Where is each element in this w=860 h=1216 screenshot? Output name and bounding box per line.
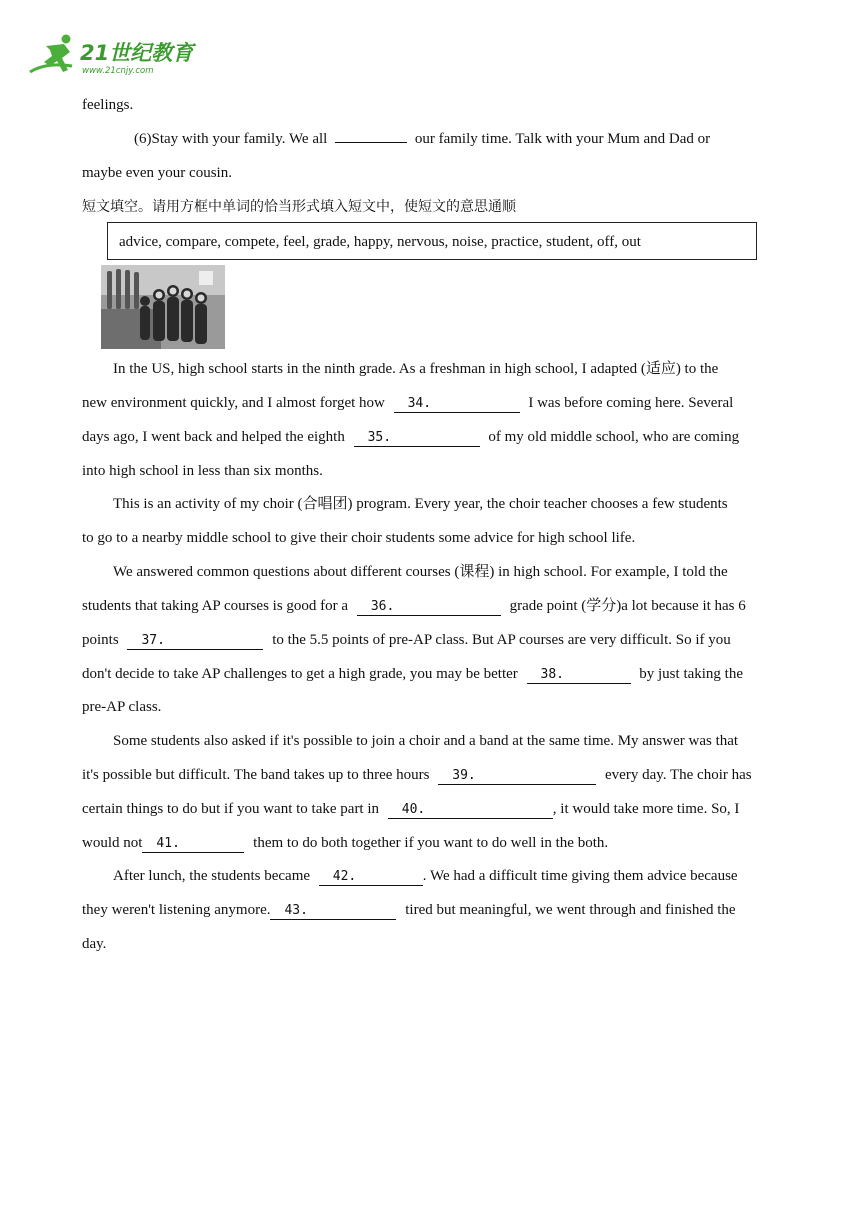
blank-34[interactable]: 34. <box>394 395 520 413</box>
logo-21cnjy <box>26 32 196 78</box>
prev-line-2: (6)Stay with your family. We all our family time. Talk with your Mum and Dad or <box>134 131 711 147</box>
p1-line-3: days ago, I went back and helped the eighth 35. of my old middle school, who are coming <box>82 429 740 445</box>
blank-42[interactable]: 42. <box>319 868 423 886</box>
p4-line-2: it's possible but difficult. The band takes up to three hours 39. every day. The choir has <box>82 767 752 783</box>
p1-line-1: In the US, high school starts in the ninth grade. As a freshman in high school, I adapted (适应) to the <box>113 361 719 377</box>
p3-line-4: don't decide to take AP challenges to get a high grade, you may be better 38. by just taking the <box>82 666 744 682</box>
prev-line-1: feelings. <box>82 97 134 113</box>
instruction: 短文填空。请用方框中单词的恰当形式填入短文中，使短文的意思通顺 <box>82 199 516 215</box>
blank-35[interactable]: 35. <box>354 429 480 447</box>
p3-line-2: students that taking AP courses is good for a 36. grade point (学分)a lot because it has 6 <box>82 598 746 614</box>
blank-38[interactable]: 38. <box>527 666 631 684</box>
prev-line-3: maybe even your cousin. <box>82 165 232 181</box>
p4-line-3: certain things to do but if you want to take part in 40. , it would take more time. So, I <box>82 801 740 817</box>
p5-line-1: After lunch, the students became 42. . We had a difficult time giving them advice because <box>113 868 738 884</box>
blank-40[interactable]: 40. <box>388 801 553 819</box>
logo-url: www.21cnjy.com <box>82 66 154 76</box>
blank-39[interactable]: 39. <box>438 767 596 785</box>
p5-line-2: they weren't listening anymore. 43. tired but meaningful, we went through and finished the <box>82 902 736 918</box>
p2-line-1: This is an activity of my choir (合唱团) program. Every year, the choir teacher chooses a few students <box>113 496 728 512</box>
runner-icon <box>30 35 72 73</box>
logo-text: 21世纪教育 <box>80 41 194 65</box>
blank-41[interactable]: 41. <box>142 835 244 853</box>
blank-37[interactable]: 37. <box>127 632 263 650</box>
p5-line-3: day. <box>82 936 107 952</box>
p4-line-4: would not 41. them to do both together if you want to do well in the both. <box>82 835 609 851</box>
blank-36[interactable]: 36. <box>357 598 501 616</box>
p3-line-5: pre-AP class. <box>82 699 162 715</box>
blank-6[interactable] <box>335 142 407 143</box>
p4-line-1: Some students also asked if it's possible to join a choir and a band at the same time. My answer was that <box>113 733 739 749</box>
p2-line-2: to go to a nearby middle school to give their choir students some advice for high school life. <box>82 530 636 546</box>
p1-line-4: into high school in less than six months. <box>82 463 323 479</box>
p3-line-1: We answered common questions about different courses (课程) in high school. For example, I told the <box>113 564 728 580</box>
word-box: advice, compare, compete, feel, grade, happy, nervous, noise, practice, student, off, out <box>107 222 757 260</box>
p1-line-2: new environment quickly, and I almost forget how 34. I was before coming here. Several <box>82 395 734 411</box>
blank-43[interactable]: 43. <box>270 902 396 920</box>
p3-line-3: points 37. to the 5.5 points of pre-AP class. But AP courses are very difficult. So if you <box>82 632 731 648</box>
choir-photo <box>101 265 225 349</box>
